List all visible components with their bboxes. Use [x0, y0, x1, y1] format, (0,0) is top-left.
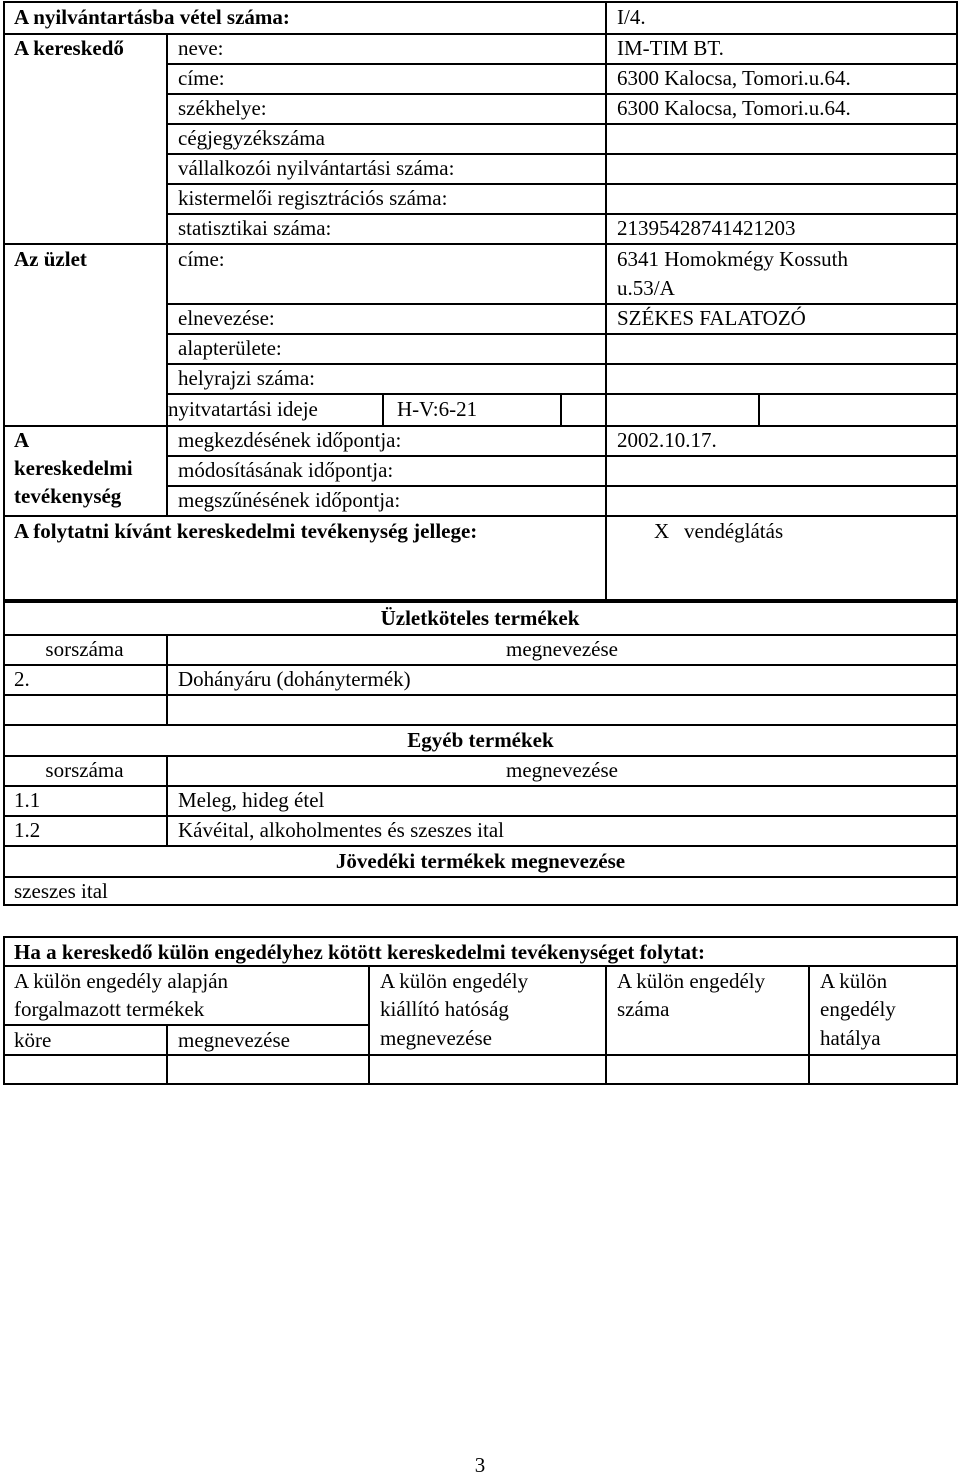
divider: [166, 183, 958, 185]
divider: [3, 845, 958, 847]
divider: [758, 395, 760, 425]
merchant-address-label: címe:: [178, 66, 225, 90]
divider: [166, 303, 958, 305]
divider: [3, 724, 958, 726]
shop-hours-value: H-V:6-21: [397, 397, 478, 421]
special-license-col1-line1: A külön engedély alapján: [14, 969, 229, 993]
special-license-col2-line3: megnevezése: [380, 1026, 492, 1050]
other-products-title: Egyéb termékek: [407, 728, 554, 752]
merchant-statistical-value: 21395428741421203: [617, 216, 796, 240]
merchant-company-reg-label: cégjegyzékszáma: [178, 126, 325, 150]
other-products-col-number: sorszáma: [45, 758, 124, 782]
licensed-product-number: 2.: [14, 667, 30, 691]
other-products-col-name: megnevezése: [506, 758, 618, 782]
divider: [605, 1, 607, 601]
merchant-heading: A kereskedő: [14, 36, 124, 60]
licensed-product-name: Dohányáru (dohánytermék): [178, 667, 411, 691]
special-license-col4-line2: engedély: [820, 997, 896, 1021]
special-license-col2-line1: A külön engedély: [380, 969, 529, 993]
activity-type-mark: X: [654, 519, 670, 543]
divider: [3, 425, 958, 427]
divider: [368, 965, 370, 1085]
divider: [3, 243, 958, 245]
merchant-name-value: IM-TIM BT.: [617, 36, 724, 60]
special-license-col3-line1: A külön engedély: [617, 969, 766, 993]
divider: [808, 965, 810, 1085]
divider: [3, 515, 958, 517]
activity-heading-line1: A: [14, 428, 30, 452]
shop-area-label: alapterülete:: [178, 336, 282, 360]
activity-type-value: vendéglátás: [684, 519, 784, 543]
merchant-seat-value: 6300 Kalocsa, Tomori.u.64.: [617, 96, 851, 120]
divider: [166, 123, 958, 125]
special-license-col1-line2: forgalmazott termékek: [14, 997, 205, 1021]
shop-address-value-line2: u.53/A: [617, 276, 675, 300]
divider: [3, 634, 958, 636]
divider: [166, 455, 958, 457]
divider: [3, 1054, 958, 1056]
merchant-entrepreneur-label: vállalkozói nyilvántartási száma:: [178, 156, 455, 180]
other-product-number: 1.2: [14, 818, 41, 842]
special-license-col4-line3: hatálya: [820, 1026, 881, 1050]
divider: [166, 1024, 168, 1085]
page-number: 3: [474, 1453, 486, 1477]
divider: [3, 755, 958, 757]
shop-heading: Az üzlet: [14, 247, 87, 271]
divider: [166, 393, 958, 395]
registration-table: [3, 1, 958, 601]
activity-end-label: megszűnésének időpontja:: [178, 488, 401, 512]
other-product-number: 1.1: [14, 788, 41, 812]
divider: [166, 63, 958, 65]
activity-type-label: A folytatni kívánt kereskedelmi tevékenység jellege:: [14, 519, 478, 543]
divider: [166, 93, 958, 95]
excise-products-title: Jövedéki termékek megnevezése: [335, 849, 626, 873]
licensed-products-title: Üzletköteles termékek: [380, 606, 580, 630]
divider: [560, 395, 562, 425]
registration-label: A nyilvántartásba vétel száma:: [14, 5, 290, 29]
divider: [166, 333, 958, 335]
divider: [3, 33, 958, 35]
shop-address-label: címe:: [178, 247, 225, 271]
special-license-col2-line2: kiállító hatóság: [380, 997, 509, 1021]
shop-name-value: SZÉKES FALATOZÓ: [617, 306, 806, 330]
shop-parcel-label: helyrajzi száma:: [178, 366, 316, 390]
divider: [605, 965, 607, 1085]
shop-hours-label: nyitvatartási ideje: [168, 397, 318, 421]
divider: [166, 363, 958, 365]
divider: [3, 1024, 368, 1026]
licensed-products-col-number: sorszáma: [45, 637, 124, 661]
divider: [166, 213, 958, 215]
activity-heading-line2: kereskedelmi: [14, 456, 133, 480]
divider: [166, 33, 168, 516]
other-product-name: Kávéital, alkoholmentes és szeszes ital: [178, 818, 504, 842]
special-license-col4-line1: A külön: [820, 969, 888, 993]
registration-value: I/4.: [617, 5, 646, 29]
merchant-seat-label: székhelye:: [178, 96, 267, 120]
merchant-name-label: neve:: [178, 36, 224, 60]
activity-modified-label: módosításának időpontja:: [178, 458, 394, 482]
shop-address-value-line1: 6341 Homokmégy Kossuth: [617, 247, 848, 271]
divider: [3, 965, 958, 967]
special-license-col1a: köre: [14, 1028, 52, 1052]
divider: [3, 785, 958, 787]
licensed-products-col-name: megnevezése: [506, 637, 618, 661]
activity-start-value: 2002.10.17.: [617, 428, 717, 452]
merchant-statistical-label: statisztikai száma:: [178, 216, 332, 240]
divider: [166, 153, 958, 155]
divider: [3, 664, 958, 666]
activity-start-label: megkezdésének időpontja:: [178, 428, 402, 452]
special-license-col3-line2: száma: [617, 997, 670, 1021]
divider: [3, 815, 958, 817]
shop-name-label: elnevezése:: [178, 306, 275, 330]
excise-products-value: szeszes ital: [14, 879, 108, 903]
divider: [3, 694, 958, 696]
merchant-address-value: 6300 Kalocsa, Tomori.u.64.: [617, 66, 851, 90]
merchant-smallholder-label: kistermelői regisztrációs száma:: [178, 186, 448, 210]
divider: [382, 395, 384, 425]
activity-heading-line3: tevékenység: [14, 484, 122, 508]
divider: [3, 876, 958, 878]
divider: [166, 485, 958, 487]
other-product-name: Meleg, hideg étel: [178, 788, 325, 812]
special-license-col1b: megnevezése: [178, 1028, 290, 1052]
special-license-title: Ha a kereskedő külön engedélyhez kötött kereskedelmi tevékenységet folytat:: [14, 940, 705, 964]
